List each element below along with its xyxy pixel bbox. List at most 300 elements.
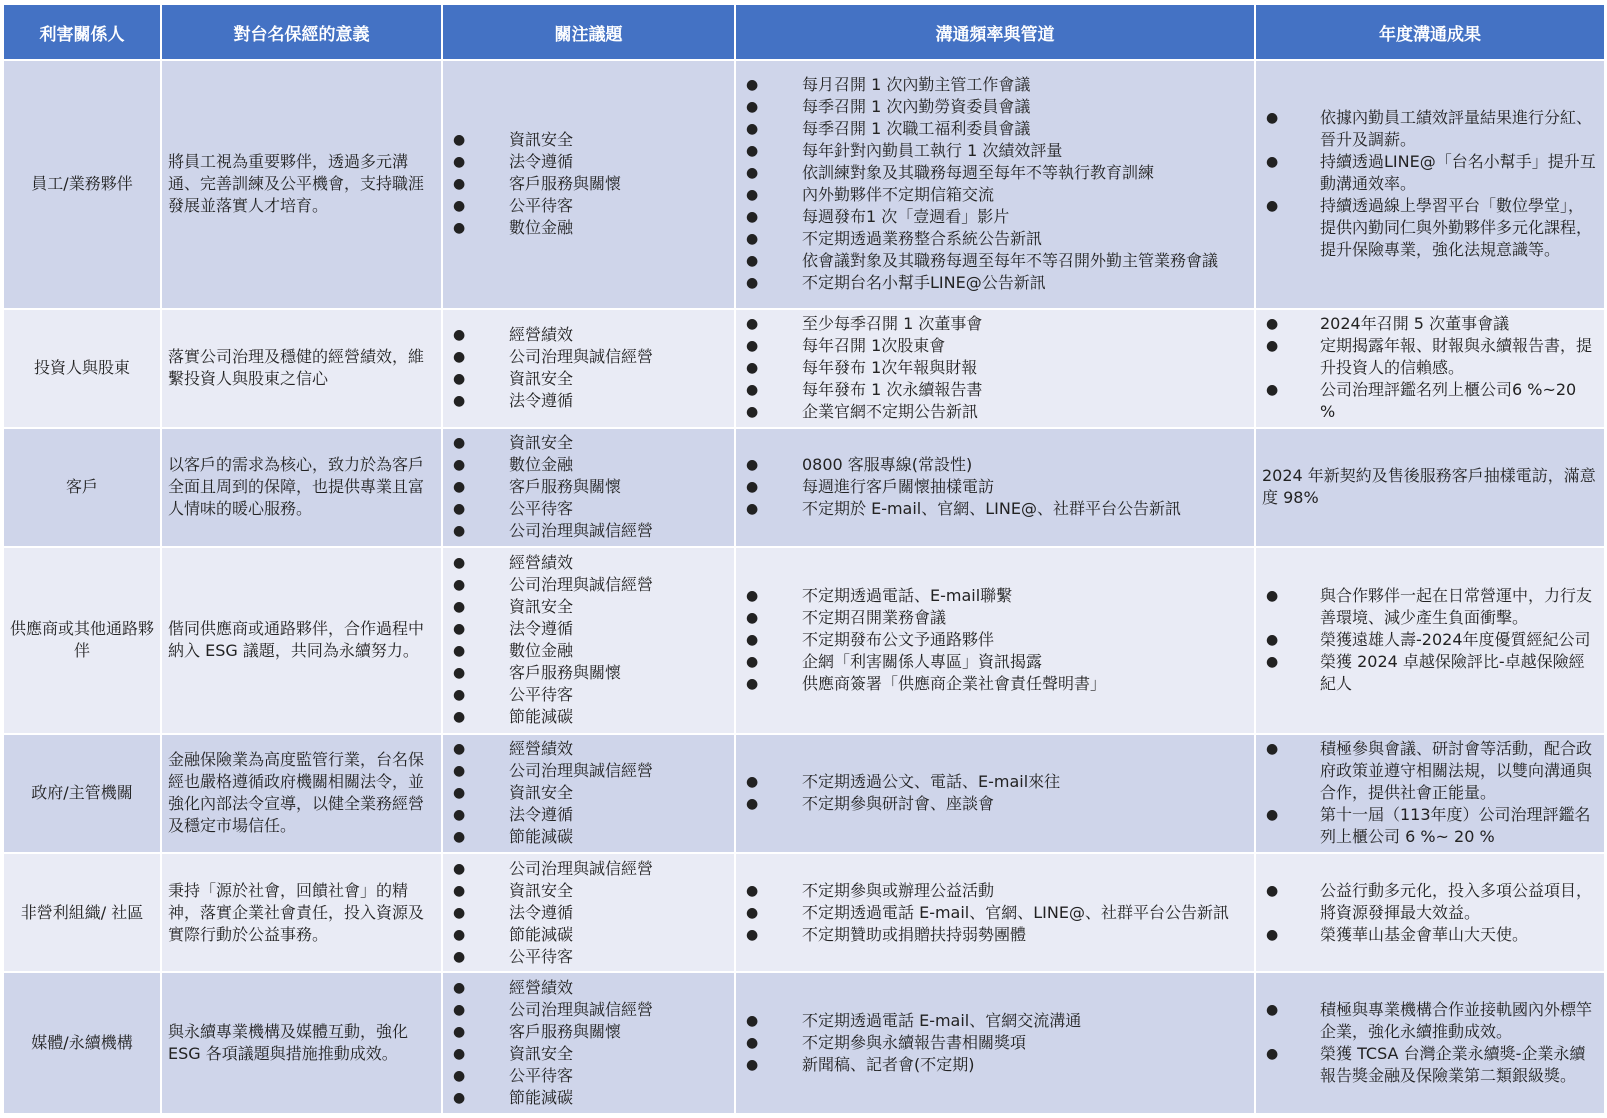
bullet-icon: ● [453, 577, 466, 594]
topic-item-text: 資訊安全 [509, 880, 574, 900]
bullet-icon: ● [453, 435, 466, 452]
topic-item [449, 1043, 728, 1065]
topic-item-text: 節能減碳 [509, 827, 574, 847]
bullet-icon: ● [453, 1024, 466, 1041]
bullet-icon: ● [746, 882, 759, 899]
bullet-icon: ● [453, 555, 466, 572]
topic-item [449, 999, 728, 1021]
channel-item-text: 每月召開 1 次內勤主管工作會議 [802, 75, 1031, 95]
channel-item-text: 不定期透過電話 E-mail、官網、LINE@、社群平台公告新訊 [802, 902, 1229, 922]
bullet-icon: ● [1266, 154, 1279, 171]
bullet-icon: ● [1266, 807, 1279, 824]
result-item [1262, 999, 1596, 1043]
bullet-icon: ● [453, 1046, 466, 1063]
bullet-icon: ● [746, 1035, 759, 1052]
bullet-icon: ● [1266, 338, 1279, 355]
result-item [1262, 151, 1596, 195]
stakeholder-name: 客戶 [3, 428, 161, 547]
topic-item-text: 資訊安全 [509, 130, 574, 150]
result-item [1262, 629, 1596, 651]
topics-cell [442, 972, 735, 1114]
topic-item [449, 552, 728, 574]
channel-item-text: 企業官網不定期公告新訊 [802, 402, 979, 422]
bullet-icon: ● [746, 796, 759, 813]
table-row [3, 309, 1605, 428]
bullet-icon: ● [1266, 741, 1279, 758]
bullet-icon: ● [453, 882, 466, 899]
table-row [3, 60, 1605, 309]
channel-item-text: 不定期透過公文、電話、E-mail來往 [802, 772, 1061, 792]
bullet-icon: ● [746, 209, 759, 226]
result-item-text: 榮獲 TCSA 台灣企業永續獎-企業永續報告獎金融及保險業第二類銀級獎。 [1320, 1044, 1586, 1086]
topic-item-text: 公司治理與誠信經營 [509, 347, 654, 367]
bullet-icon: ● [453, 327, 466, 344]
bullet-icon: ● [1266, 882, 1279, 899]
topics-list [449, 129, 728, 239]
bullet-icon: ● [746, 501, 759, 518]
result-item-text: 公司治理評鑑名列上櫃公司6 %~20 % [1320, 380, 1577, 422]
bullet-icon: ● [746, 121, 759, 138]
topic-item-text: 客戶服務與關懷 [509, 663, 622, 683]
channel-item-text: 每年召開 1次股東會 [802, 336, 946, 356]
channel-item-text: 供應商簽署「供應商企業社會責任聲明書」 [802, 674, 1107, 694]
bullet-icon: ● [453, 904, 466, 921]
topic-item [449, 596, 728, 618]
topic-item [449, 924, 728, 946]
bullet-icon: ● [453, 763, 466, 780]
bullet-icon: ● [453, 785, 466, 802]
topic-item [449, 454, 728, 476]
table-row [3, 972, 1605, 1114]
topic-item-text: 客戶服務與關懷 [509, 174, 622, 194]
result-list [1262, 107, 1596, 261]
result-cell [1255, 428, 1605, 547]
bullet-icon: ● [453, 523, 466, 540]
header-stakeholder: 利害關係人 [3, 4, 161, 60]
bullet-icon: ● [1266, 632, 1279, 649]
channel-item-text: 內外勤夥伴不定期信箱交流 [802, 185, 995, 205]
topic-item-text: 資訊安全 [509, 1044, 574, 1064]
result-cell [1255, 547, 1605, 734]
bullet-icon: ● [746, 231, 759, 248]
header-row [3, 4, 1605, 60]
channels-cell [735, 734, 1255, 853]
topic-item [449, 1087, 728, 1109]
channel-item-text: 0800 客服專線(常設性) [802, 455, 973, 475]
topic-item [449, 476, 728, 498]
bullet-icon: ● [746, 610, 759, 627]
result-item [1262, 107, 1596, 151]
result-list [1262, 880, 1596, 946]
topic-item-text: 法令遵循 [509, 152, 574, 172]
bullet-icon: ● [1266, 110, 1279, 127]
result-item-text: 持續透過線上學習平台「數位學堂」，提供內勤同仁與外勤夥伴多元化課程，提升保險專業，強化法規意識等。 [1320, 196, 1593, 260]
channel-item-text: 不定期台名小幫手LINE@公告新訊 [802, 273, 1046, 293]
result-item-text: 與合作夥伴一起在日常營運中，力行友善環境、減少產生負面衝擊。 [1320, 586, 1593, 628]
topic-item [449, 1065, 728, 1087]
topics-cell [442, 734, 735, 853]
channel-item [742, 629, 1248, 651]
result-list [1262, 999, 1596, 1087]
topic-item [449, 706, 728, 728]
topic-item-text: 資訊安全 [509, 597, 574, 617]
topics-list [449, 977, 728, 1109]
topic-item-text: 法令遵循 [509, 902, 574, 922]
channel-item-text: 每週進行客戶關懷抽樣電訪 [802, 477, 995, 497]
topic-item [449, 1021, 728, 1043]
topics-cell [442, 853, 735, 972]
channel-item [742, 162, 1248, 184]
topic-item [449, 618, 728, 640]
topic-item-text: 公司治理與誠信經營 [509, 761, 654, 781]
topics-cell [442, 60, 735, 309]
bullet-icon: ● [453, 807, 466, 824]
stakeholder-meaning: 金融保險業為高度監管行業，台名保經也嚴格遵循政府機關相關法令，並強化內部法令宣導，以健全業務經營及穩定市場信任。 [161, 734, 442, 853]
bullet-icon: ● [1266, 588, 1279, 605]
bullet-icon: ● [746, 338, 759, 355]
bullet-icon: ● [746, 165, 759, 182]
channel-item [742, 401, 1248, 423]
channel-item [742, 118, 1248, 140]
channel-item [742, 793, 1248, 815]
result-item-text: 榮獲遠雄人壽-2024年度優質經紀公司 [1320, 630, 1591, 650]
stakeholder-meaning: 將員工視為重要夥伴，透過多元溝通、完善訓練及公平機會，支持職涯發展並落實人才培育。 [161, 60, 442, 309]
channel-item [742, 184, 1248, 206]
topic-item-text: 經營績效 [509, 553, 574, 573]
topic-item [449, 195, 728, 217]
bullet-icon: ● [1266, 926, 1279, 943]
topic-item-text: 資訊安全 [509, 433, 574, 453]
bullet-icon: ● [453, 665, 466, 682]
bullet-icon: ● [746, 1013, 759, 1030]
result-item-text: 榮獲華山基金會華山大天使。 [1320, 924, 1529, 944]
topic-item-text: 節能減碳 [509, 924, 574, 944]
channels-list [742, 880, 1248, 946]
channels-list [742, 454, 1248, 520]
channel-item [742, 1010, 1248, 1032]
topic-item-text: 經營績效 [509, 739, 574, 759]
result-item-text: 持續透過LINE@「台名小幫手」提升互動溝通效率。 [1320, 152, 1596, 194]
stakeholder-meaning: 偕同供應商或通路夥伴，合作過程中納入 ESG 議題，共同為永續努力。 [161, 547, 442, 734]
topic-item-text: 法令遵循 [509, 391, 574, 411]
channels-list [742, 74, 1248, 294]
channel-item-text: 每年發布 1 次永續報告書 [802, 380, 983, 400]
channel-item [742, 673, 1248, 695]
channel-item [742, 228, 1248, 250]
result-list [1262, 313, 1596, 423]
bullet-icon: ● [746, 360, 759, 377]
channel-item-text: 不定期透過業務整合系統公告新訊 [802, 229, 1043, 249]
bullet-icon: ● [746, 904, 759, 921]
topic-item-text: 公司治理與誠信經營 [509, 858, 654, 878]
result-item [1262, 195, 1596, 261]
topic-item-text: 公平待客 [509, 1066, 574, 1086]
channel-item [742, 140, 1248, 162]
result-item-text: 公益行動多元化，投入多項公益項目，將資源發揮最大效益。 [1320, 880, 1593, 922]
stakeholder-name: 員工/業務夥伴 [3, 60, 161, 309]
header-topics: 關注議題 [442, 4, 735, 60]
topic-item [449, 804, 728, 826]
bullet-icon: ● [453, 980, 466, 997]
topic-item [449, 902, 728, 924]
channel-item-text: 不定期贊助或捐贈扶持弱勢團體 [802, 924, 1027, 944]
bullet-icon: ● [1266, 316, 1279, 333]
topic-item [449, 738, 728, 760]
topic-item [449, 977, 728, 999]
stakeholder-meaning: 秉持「源於社會，回饋社會」的精神，落實企業社會責任，投入資源及實際行動於公益事務。 [161, 853, 442, 972]
topic-item [449, 946, 728, 968]
bullet-icon: ● [453, 1068, 466, 1085]
bullet-icon: ● [453, 393, 466, 410]
bullet-icon: ● [746, 253, 759, 270]
bullet-icon: ● [746, 187, 759, 204]
topic-item-text: 資訊安全 [509, 369, 574, 389]
result-list [1262, 738, 1596, 848]
table-row [3, 853, 1605, 972]
topic-item-text: 公平待客 [509, 196, 574, 216]
topic-item [449, 151, 728, 173]
topic-item [449, 782, 728, 804]
channel-item [742, 206, 1248, 228]
channels-list [742, 585, 1248, 695]
topic-item-text: 數位金融 [509, 455, 574, 475]
topic-item [449, 574, 728, 596]
bullet-icon: ● [453, 687, 466, 704]
channel-item [742, 313, 1248, 335]
bullet-icon: ● [453, 1090, 466, 1107]
bullet-icon: ● [1266, 382, 1279, 399]
result-text: 2024 年新契約及售後服務客戶抽樣電訪，滿意度 98% [1262, 466, 1596, 508]
bullet-icon: ● [746, 77, 759, 94]
stakeholder-name: 供應商或其他通路夥伴 [3, 547, 161, 734]
bullet-icon: ● [1266, 654, 1279, 671]
result-item-text: 積極與專業機構合作並接軌國內外標竿企業，強化永續推動成效。 [1320, 1000, 1593, 1042]
result-item [1262, 335, 1596, 379]
channels-cell [735, 547, 1255, 734]
channels-list [742, 771, 1248, 815]
bullet-icon: ● [746, 654, 759, 671]
topic-item-text: 公平待客 [509, 685, 574, 705]
channel-item [742, 74, 1248, 96]
topic-item-text: 數位金融 [509, 641, 574, 661]
topic-item-text: 資訊安全 [509, 783, 574, 803]
topic-item [449, 346, 728, 368]
channel-item [742, 1032, 1248, 1054]
topic-item [449, 640, 728, 662]
channels-cell [735, 972, 1255, 1114]
bullet-icon: ● [453, 829, 466, 846]
result-item-text: 依據內勤員工績效評量結果進行分紅、晉升及調薪。 [1320, 108, 1593, 150]
bullet-icon: ● [746, 382, 759, 399]
result-item [1262, 585, 1596, 629]
result-item [1262, 379, 1596, 423]
bullet-icon: ● [746, 275, 759, 292]
bullet-icon: ● [453, 741, 466, 758]
bullet-icon: ● [1266, 198, 1279, 215]
channel-item-text: 至少每季召開 1 次董事會 [802, 314, 983, 334]
bullet-icon: ● [746, 1057, 759, 1074]
bullet-icon: ● [453, 479, 466, 496]
channel-item [742, 924, 1248, 946]
topic-item-text: 經營績效 [509, 325, 574, 345]
topic-item-text: 客戶服務與關懷 [509, 1022, 622, 1042]
channel-item-text: 每年針對內勤員工執行 1 次績效評量 [802, 141, 1063, 161]
topic-item [449, 324, 728, 346]
channel-item [742, 250, 1248, 272]
stakeholder-name: 投資人與股東 [3, 309, 161, 428]
stakeholder-meaning: 與永續專業機構及媒體互動，強化ESG 各項議題與措施推動成效。 [161, 972, 442, 1114]
result-item [1262, 880, 1596, 924]
bullet-icon: ● [453, 860, 466, 877]
topic-item [449, 390, 728, 412]
bullet-icon: ● [746, 479, 759, 496]
channels-cell [735, 309, 1255, 428]
channel-item [742, 607, 1248, 629]
channel-item-text: 不定期召開業務會議 [802, 608, 947, 628]
channel-item-text: 不定期透過電話、E-mail聯繫 [802, 586, 1013, 606]
result-item [1262, 738, 1596, 804]
channel-item [742, 96, 1248, 118]
result-item [1262, 924, 1596, 946]
topic-item-text: 客戶服務與關懷 [509, 477, 622, 497]
topics-list [449, 432, 728, 542]
bullet-icon: ● [453, 220, 466, 237]
channels-list [742, 1010, 1248, 1076]
topics-cell [442, 428, 735, 547]
topic-item [449, 520, 728, 542]
channel-item [742, 651, 1248, 673]
table-row [3, 547, 1605, 734]
channel-item-text: 每季召開 1 次職工福利委員會議 [802, 119, 1031, 139]
channel-item [742, 1054, 1248, 1076]
topic-item-text: 法令遵循 [509, 805, 574, 825]
result-item [1262, 1043, 1596, 1087]
topics-list [449, 324, 728, 412]
bullet-icon: ● [453, 643, 466, 660]
topic-item [449, 129, 728, 151]
bullet-icon: ● [453, 154, 466, 171]
result-item-text: 定期揭露年報、財報與永續報告書，提升投資人的信賴感。 [1320, 336, 1593, 378]
topic-item [449, 858, 728, 880]
channel-item-text: 依訓練對象及其職務每週至每年不等執行教育訓練 [802, 163, 1155, 183]
bullet-icon: ● [453, 132, 466, 149]
bullet-icon: ● [1266, 1002, 1279, 1019]
channels-cell [735, 853, 1255, 972]
channels-cell [735, 60, 1255, 309]
result-item-text: 2024年召開 5 次董事會議 [1320, 314, 1510, 334]
bullet-icon: ● [453, 501, 466, 518]
bullet-icon: ● [746, 774, 759, 791]
channel-item [742, 771, 1248, 793]
bullet-icon: ● [453, 371, 466, 388]
header-channels: 溝通頻率與管道 [735, 4, 1255, 60]
channel-item-text: 不定期參與永續報告書相關獎項 [802, 1033, 1027, 1053]
channel-item-text: 不定期參與研討會、座談會 [802, 794, 995, 814]
result-cell [1255, 734, 1605, 853]
result-item-text: 榮獲 2024 卓越保險評比-卓越保險經紀人 [1320, 652, 1585, 694]
topic-item-text: 法令遵循 [509, 619, 574, 639]
bullet-icon: ● [746, 676, 759, 693]
header-meaning: 對台名保經的意義 [161, 4, 442, 60]
channel-item [742, 357, 1248, 379]
bullet-icon: ● [453, 709, 466, 726]
channels-list [742, 313, 1248, 423]
topic-item-text: 公平待客 [509, 499, 574, 519]
bullet-icon: ● [453, 457, 466, 474]
result-list [1262, 585, 1596, 695]
bullet-icon: ● [453, 198, 466, 215]
channel-item [742, 902, 1248, 924]
channel-item [742, 476, 1248, 498]
result-item-text: 第十一屆（113年度）公司治理評鑑名列上櫃公司 6 %~ 20 % [1320, 805, 1591, 847]
stakeholder-meaning: 落實公司治理及穩健的經營績效，維繫投資人與股東之信心 [161, 309, 442, 428]
topic-item [449, 684, 728, 706]
topics-list [449, 738, 728, 848]
bullet-icon: ● [746, 632, 759, 649]
topic-item [449, 760, 728, 782]
result-item-text: 積極參與會議、研討會等活動，配合政府政策並遵守相關法規，以雙向溝通與合作，提供社會正能量。 [1320, 739, 1593, 803]
stakeholder-name: 非營利組織/ 社區 [3, 853, 161, 972]
stakeholder-name: 政府/主管機關 [3, 734, 161, 853]
channel-item-text: 依會議對象及其職務每週至每年不等召開外勤主管業務會議 [802, 251, 1219, 271]
topic-item-text: 節能減碳 [509, 1088, 574, 1108]
topic-item [449, 217, 728, 239]
result-cell [1255, 60, 1605, 309]
topic-item-text: 公司治理與誠信經營 [509, 1000, 654, 1020]
bullet-icon: ● [453, 948, 466, 965]
channel-item [742, 498, 1248, 520]
result-cell [1255, 853, 1605, 972]
bullet-icon: ● [1266, 1046, 1279, 1063]
stakeholder-name: 媒體/永續機構 [3, 972, 161, 1114]
table-row [3, 734, 1605, 853]
topic-item-text: 公司治理與誠信經營 [509, 521, 654, 541]
channels-cell [735, 428, 1255, 547]
channel-item [742, 585, 1248, 607]
channel-item-text: 不定期透過電話 E-mail、官網交流溝通 [802, 1011, 1082, 1031]
bullet-icon: ● [453, 176, 466, 193]
bullet-icon: ● [746, 404, 759, 421]
channel-item-text: 不定期參與或辦理公益活動 [802, 880, 995, 900]
result-cell [1255, 309, 1605, 428]
bullet-icon: ● [746, 926, 759, 943]
topics-cell [442, 547, 735, 734]
table-row [3, 428, 1605, 547]
stakeholder-table [2, 3, 1606, 1115]
topic-item-text: 數位金融 [509, 218, 574, 238]
channel-item [742, 454, 1248, 476]
topics-list [449, 552, 728, 728]
channel-item [742, 379, 1248, 401]
bullet-icon: ● [453, 926, 466, 943]
topic-item-text: 公平待客 [509, 946, 574, 966]
topic-item [449, 498, 728, 520]
channel-item-text: 企網「利害關係人專區」資訊揭露 [802, 652, 1043, 672]
topic-item [449, 368, 728, 390]
bullet-icon: ● [746, 588, 759, 605]
channel-item [742, 335, 1248, 357]
bullet-icon: ● [453, 621, 466, 638]
bullet-icon: ● [453, 1002, 466, 1019]
topics-list [449, 858, 728, 968]
header-results: 年度溝通成果 [1255, 4, 1605, 60]
stakeholder-meaning: 以客戶的需求為核心，致力於為客戶全面且周到的保障，也提供專業且富人情味的暖心服務。 [161, 428, 442, 547]
channel-item-text: 新聞稿、記者會(不定期) [802, 1055, 975, 1075]
bullet-icon: ● [453, 349, 466, 366]
bullet-icon: ● [746, 143, 759, 160]
topic-item [449, 826, 728, 848]
bullet-icon: ● [746, 316, 759, 333]
